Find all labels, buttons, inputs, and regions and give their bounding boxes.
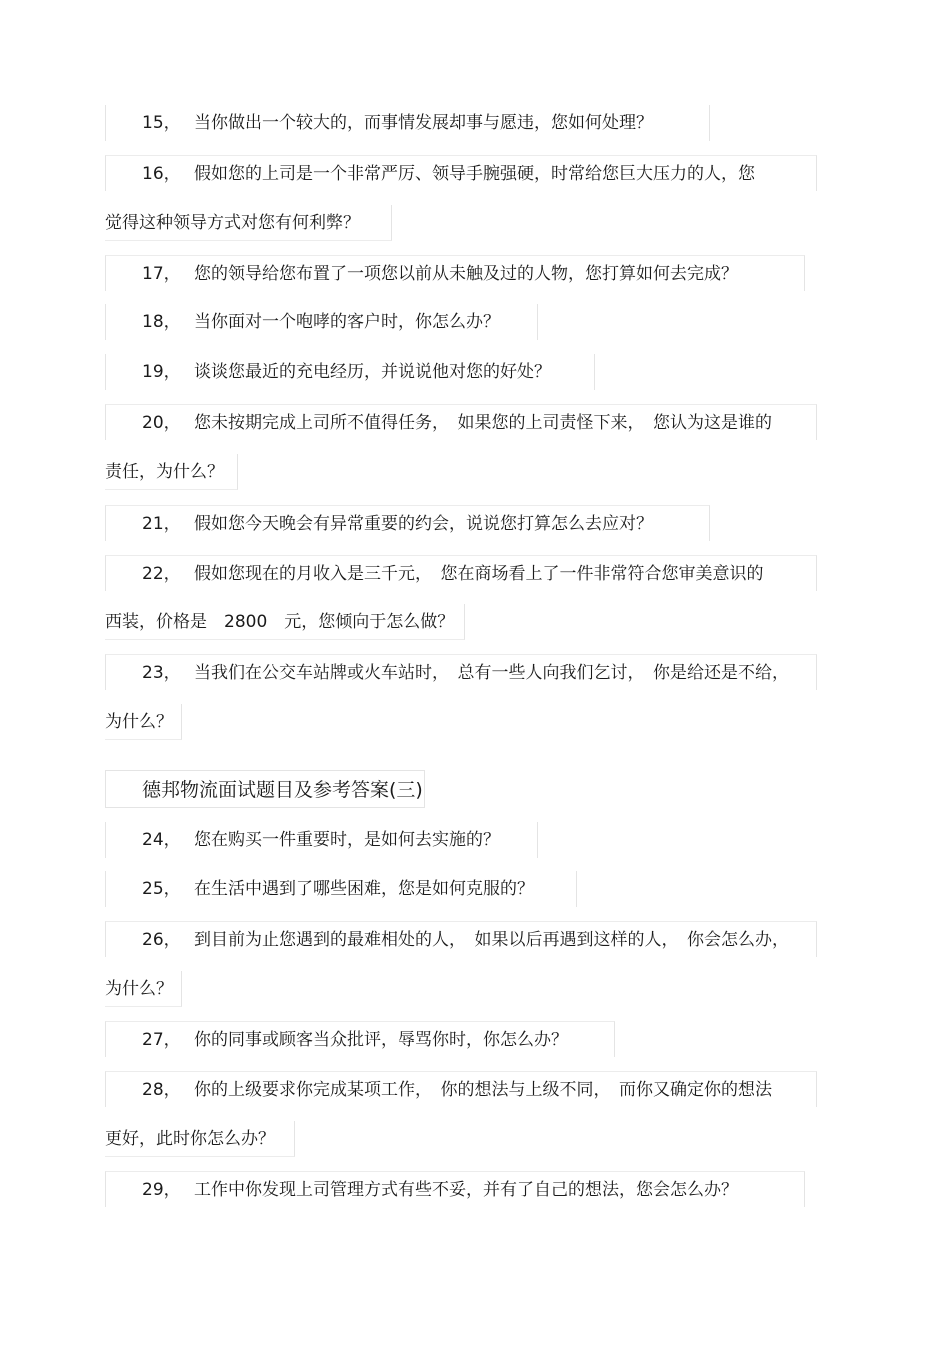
question-number: 29， (142, 1180, 181, 1200)
question-number: 19， (142, 362, 181, 382)
question-21 (105, 505, 710, 541)
question-number: 15， (142, 113, 181, 133)
question-29 (105, 1171, 805, 1207)
question-22-continuation (105, 604, 465, 640)
question-number: 26， (142, 930, 181, 950)
question-text: 觉得这种领导方式对您有何利弊？ (105, 213, 360, 233)
question-number: 23， (142, 663, 181, 683)
question-number: 21， (142, 514, 181, 534)
question-text: 当你做出一个较大的，而事情发展却事与愿违，您如何处理？ (194, 113, 653, 133)
question-text: 当你面对一个咆哮的客户时，你怎么办？ (194, 312, 500, 332)
question-28-continuation (105, 1121, 295, 1157)
question-text: 您的领导给您布置了一项您以前从未触及过的人物，您打算如何去完成？ (194, 264, 738, 284)
question-26 (105, 921, 817, 957)
question-text: 您在购买一件重要时，是如何去实施的？ (194, 830, 500, 850)
question-text: 到目前为止您遇到的最难相处的人， 如果以后再遇到这样的人， 你会怎么办， (194, 930, 789, 950)
question-number: 24， (142, 830, 181, 850)
question-24 (105, 822, 538, 858)
question-text: 更好，此时你怎么办？ (105, 1129, 275, 1149)
question-text: 为什么？ (105, 979, 173, 999)
question-25 (105, 871, 577, 907)
question-16 (105, 155, 817, 191)
question-23 (105, 654, 817, 690)
question-number: 17， (142, 264, 181, 284)
question-15 (105, 105, 710, 141)
question-18 (105, 304, 538, 340)
question-text: 当我们在公交车站牌或火车站时， 总有一些人向我们乞讨， 你是给还是不给， (194, 663, 789, 683)
question-text: 为什么？ (105, 712, 173, 732)
question-number: 28， (142, 1080, 181, 1100)
question-text: 假如您今天晚会有异常重要的约会，说说您打算怎么去应对？ (194, 514, 653, 534)
question-text: 假如您的上司是一个非常严厉、领导手腕强硬，时常给您巨大压力的人，您 (194, 164, 755, 184)
question-17 (105, 255, 805, 291)
question-28 (105, 1071, 817, 1107)
question-text: 谈谈您最近的充电经历，并说说他对您的好处？ (194, 362, 551, 382)
question-number: 22， (142, 564, 181, 584)
question-20-continuation (105, 454, 238, 490)
question-text: 假如您现在的月收入是三千元， 您在商场看上了一件非常符合您审美意识的 (194, 564, 764, 584)
question-27 (105, 1021, 615, 1057)
question-number: 27， (142, 1030, 181, 1050)
question-26-continuation (105, 971, 182, 1007)
question-16-continuation (105, 205, 392, 241)
section-heading: 德邦物流面试题目及参考答案(三) (105, 770, 425, 808)
question-text: 责任，为什么？ (105, 462, 224, 482)
question-text: 你的同事或顾客当众批评，辱骂你时，你怎么办？ (194, 1030, 568, 1050)
question-number: 18， (142, 312, 181, 332)
question-text: 您未按期完成上司所不值得任务， 如果您的上司责怪下来， 您认为这是谁的 (194, 413, 772, 433)
question-text: 在生活中遇到了哪些困难，您是如何克服的？ (194, 879, 534, 899)
question-text: 你的上级要求你完成某项工作， 你的想法与上级不同， 而你又确定你的想法 (194, 1080, 772, 1100)
question-23-continuation (105, 704, 182, 740)
question-number: 16， (142, 164, 181, 184)
question-number: 25， (142, 879, 181, 899)
question-text: 工作中你发现上司管理方式有些不妥，并有了自己的想法，您会怎么办？ (194, 1180, 738, 1200)
question-22 (105, 555, 817, 591)
question-20 (105, 404, 817, 440)
question-19 (105, 354, 595, 390)
question-text: 西装，价格是 2800 元，您倾向于怎么做？ (105, 612, 455, 632)
question-number: 20， (142, 413, 181, 433)
